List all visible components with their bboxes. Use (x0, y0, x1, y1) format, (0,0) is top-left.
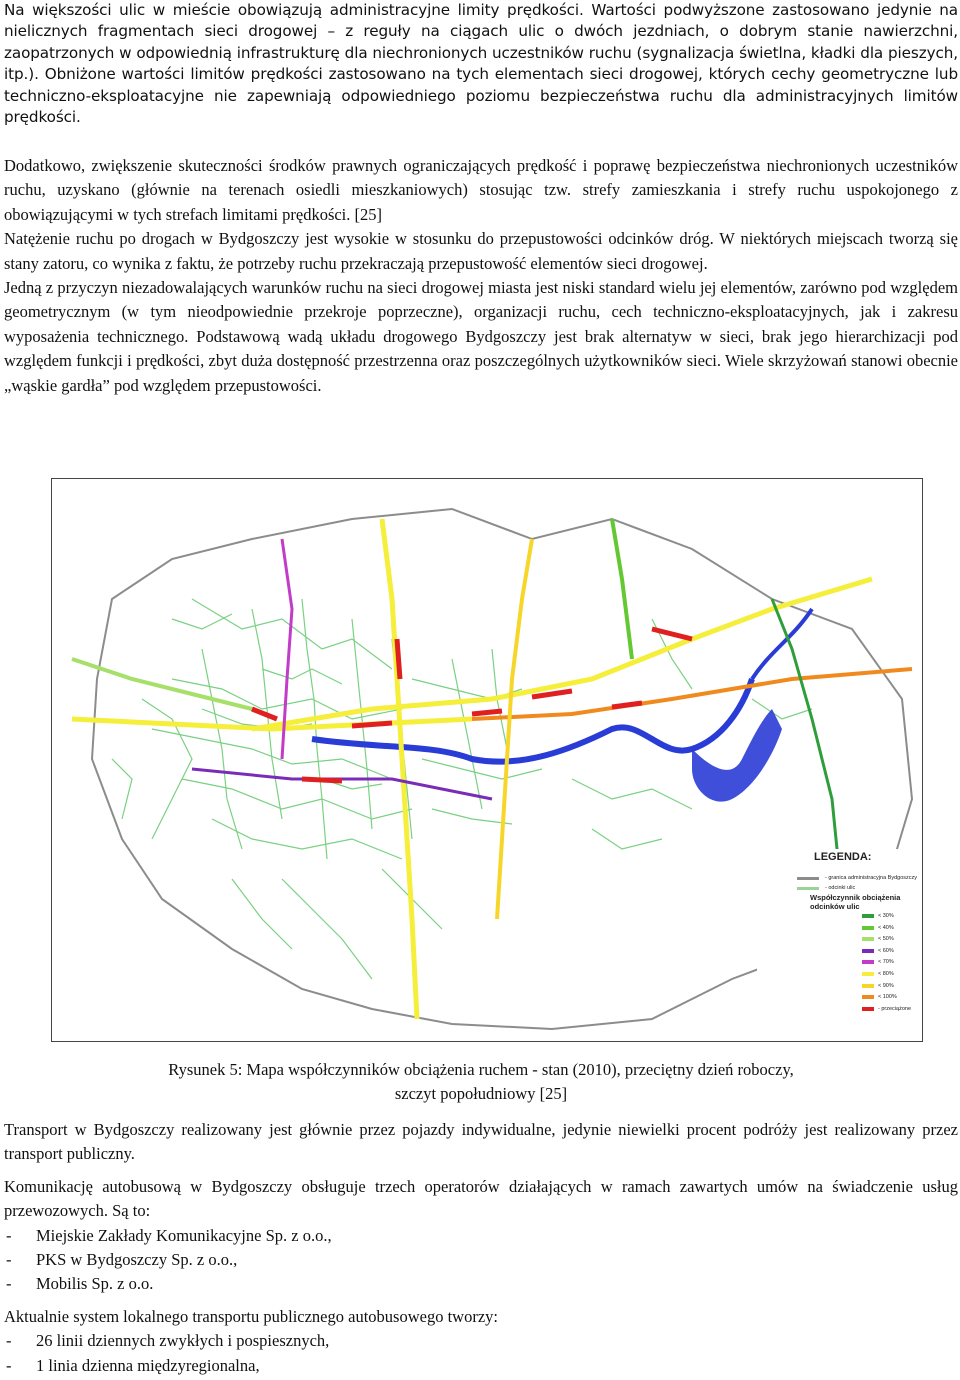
system-list (4, 1329, 958, 1378)
legend-item-label: < 100% (878, 994, 897, 1001)
legend-swatch (862, 1007, 874, 1011)
paragraph-operators: Komunikację autobusową w Bydgoszczy obsługuje trzech operatorów działających w ramach zawartych umów na świadczenie usług przewozowych. Są to: (4, 1176, 958, 1221)
list-item: - 1 linia dzienna międzyregionalna, (4, 1354, 958, 1378)
legend-swatch (862, 949, 874, 953)
main-road-north-south (382, 519, 417, 1019)
legend-item (862, 994, 897, 1000)
legend-item (862, 971, 894, 977)
list-item: - Miejskie Zakłady Komunikacyjne Sp. z o.o., (4, 1224, 958, 1248)
river-upper (752, 609, 812, 679)
legend-swatch (862, 926, 874, 930)
legend-item-label: < 40% (878, 924, 894, 931)
legend-item (862, 936, 894, 942)
legend-item-label: < 30% (878, 913, 894, 919)
list-item: - 26 linii dziennych zwykłych i pospiesznych, (4, 1329, 958, 1353)
legend-coefficient-title: Współczynnik obciążenia odcinków ulic (810, 893, 901, 911)
legend-segments-label: - odcinki ulic (825, 885, 856, 891)
body-text-block (4, 154, 958, 398)
road-violet (192, 769, 492, 799)
legend-item (862, 913, 894, 919)
paragraph-natezenie: Natężenie ruchu po drogach w Bydgoszczy jest wysokie w stosunku do przepustowości odcinków dróg. W niektórych miejscach tworzą się stany zatoru, co wynika z faktu, że potrzeby ruchu przekraczają przepustowość elementów sieci drogowej. (4, 229, 958, 273)
legend-segments (797, 885, 855, 891)
traffic-load-map (51, 478, 923, 1042)
legend-item-label: < 90% (878, 982, 894, 989)
list-item: - Mobilis Sp. z o.o. (4, 1272, 958, 1296)
paragraph-transport: Transport w Bydgoszczy realizowany jest głównie przez pojazdy indywidualne, jedynie niewielki procent podróży jest realizowany przez transport publiczny. (4, 1120, 958, 1164)
legend-swatch (862, 972, 874, 976)
legend-boundary-label: - granica administracyjna Bydgoszczy (825, 875, 918, 881)
boundary-swatch (797, 877, 819, 880)
paragraph-strefy: Dodatkowo, zwiększenie skuteczności środków prawnych ograniczających prędkość i poprawę bezpieczeństwa niechronionych uczestników ruchu, uzyskano (głównie na terenach osiedli mieszkaniowych) stosując tzw. strefy zamieszkania i strefy ruchu uspokojonego z obowiązującymi w tych strefach limitami prędkości. [25] (4, 156, 958, 224)
legend-swatch (862, 995, 874, 999)
legend-item-label: < 70% (878, 959, 894, 966)
after-figure-text (4, 1118, 958, 1378)
legend-item-label: - przeciążone (878, 1005, 912, 1012)
legend-item (862, 983, 894, 989)
road-lightgreen-west (72, 659, 252, 709)
legend-item (862, 959, 894, 965)
legend-swatch (862, 984, 874, 988)
road-green-north (612, 519, 632, 659)
operators-list (4, 1224, 958, 1297)
legend-swatch (862, 960, 874, 964)
paragraph-system: Aktualnie system lokalnego transportu publicznego autobusowego tworzy: (4, 1306, 498, 1326)
legend-boundary (797, 875, 917, 881)
legend-item (862, 925, 894, 931)
map-legend (757, 849, 917, 1035)
legend-item-label: < 60% (878, 947, 894, 954)
legend-item-label: < 80% (878, 971, 894, 977)
legend-item-label: < 50% (878, 936, 894, 943)
paragraph-przyczyny: Jedną z przyczyn niezadowalających warunków ruchu na sieci drogowej miasta jest niski standard wielu jej elementów, zarówno pod względem geometrycznym (w tym nieodpowiednie przekroje poprzeczne), organizacji ruchu, cech techniczno-eksploatacyjnych, jak i zakresu wyposażenia technicznego. Podstawową wadą układu drogowego Bydgoszczy jest brak alternatyw w sieci, brak jego hierarchizacji pod względem funkcji i prędkości, zbyt duża dostępność przestrzenna oraz poszczególnych użytkowników sieci. Wiele skrzyżowań stanowi obecnie „wąskie gardła” pod względem przepustowości. (4, 278, 958, 395)
list-item: - PKS w Bydgoszczy Sp. z o.o., (4, 1248, 958, 1272)
legend-item (862, 948, 894, 954)
main-road-east-ns (497, 539, 532, 919)
figure-caption (4, 1058, 958, 1107)
segment-swatch (797, 887, 819, 890)
legend-swatch (862, 914, 874, 918)
legend-item (862, 1006, 911, 1012)
legend-title: LEGENDA: (814, 851, 872, 863)
river-basin (692, 709, 782, 802)
intro-paragraph: Na większości ulic w mieście obowiązują administracyjne limity prędkości. Wartości podwyższone zastosowano jedynie na nielicznych fragmentach sieci drogowej – z reguły na ciągach ulic o dwóch jezdniach, o dobrym stanie nawierzchni, zaopatrzonych w odpowiednią infrastrukturę dla niechronionych uczestników ruchu (sygnalizacja świetlna, kładki dla pieszych, itp.). Obniżone wartości limitów prędkości zastosowano na tych elementach sieci drogowej, których cechy geometryczne lub techniczno-eksploatacyjne nie zapewniają odpowiedniego poziomu bezpieczeństwa ruchu dla administracyjnych limitów prędkości. (4, 1, 958, 127)
caption-line-2: szczyt popołudniowy [25] (394, 1084, 568, 1104)
legend-swatch (862, 937, 874, 941)
caption-line-1: Rysunek 5: Mapa współczynników obciążenia ruchem - stan (2010), przeciętny dzień roboczy, (168, 1060, 794, 1079)
